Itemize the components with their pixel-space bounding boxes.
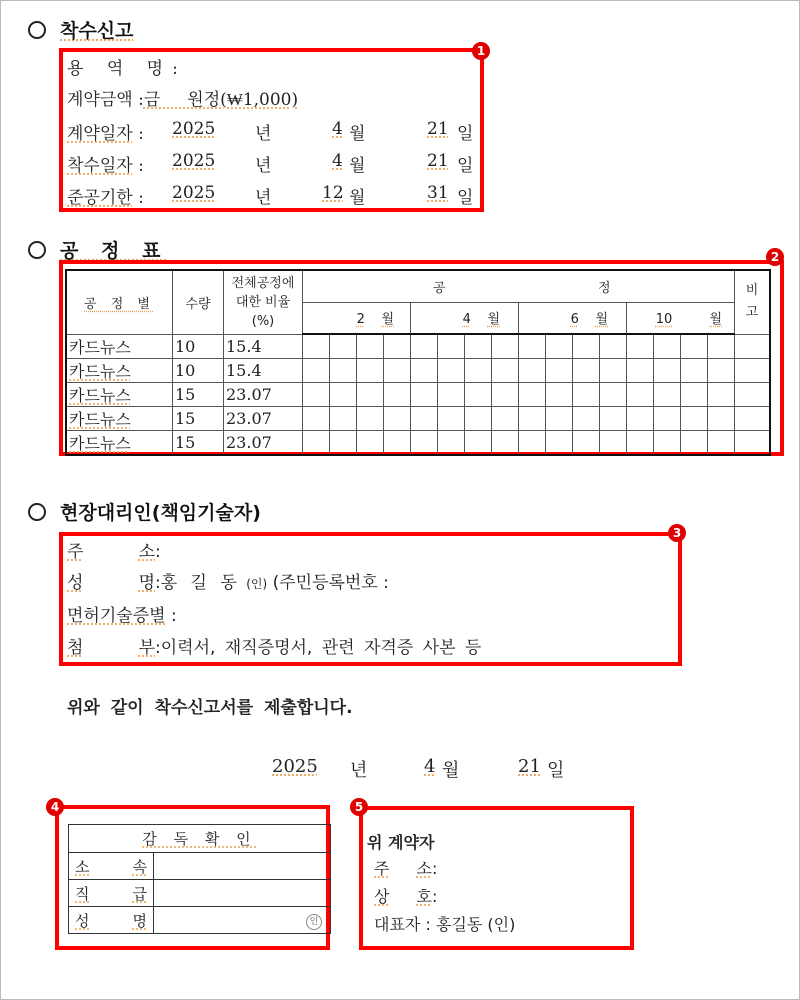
schedule-cell[interactable] [519, 430, 546, 455]
schedule-cell[interactable] [573, 430, 600, 455]
schedule-cell[interactable] [384, 358, 411, 382]
submission-statement: 위와 같이 착수신고서를 제출합니다. [67, 698, 353, 718]
field-label [67, 568, 155, 593]
month-value[interactable]: 12 [322, 183, 344, 203]
schedule-cell[interactable] [519, 334, 546, 358]
field-label: 착수일자 [67, 156, 133, 176]
month-unit: 월 [709, 312, 722, 328]
cell-ratio[interactable]: 23.07 [224, 382, 303, 406]
day-unit: 일 [457, 156, 474, 176]
table-row [66, 430, 770, 455]
schedule-cell[interactable] [438, 430, 465, 455]
schedule-cell[interactable] [411, 382, 438, 406]
label-char: 상 [374, 887, 390, 906]
label-char: 명 [132, 911, 147, 930]
schedule-cell[interactable] [519, 382, 546, 406]
field-contract-amount [67, 85, 298, 110]
header-month-10 [627, 302, 735, 334]
affiliation-value[interactable] [154, 853, 331, 880]
day-value[interactable]: 21 [427, 119, 449, 139]
schedule-cell[interactable] [573, 382, 600, 406]
year-unit: 년 [255, 188, 272, 208]
month-unit: 월 [349, 156, 366, 176]
header-schedule [303, 270, 735, 302]
name-value[interactable]: 홍 길 동 [160, 573, 241, 593]
schedule-cell[interactable] [600, 382, 627, 406]
schedule-table [65, 269, 771, 456]
month-unit: 월 [487, 312, 500, 328]
schedule-cell[interactable] [600, 430, 627, 455]
remarks-cell[interactable] [735, 334, 771, 358]
field-sep: : [425, 915, 431, 934]
day-value[interactable]: 21 [518, 756, 541, 777]
cell-ratio[interactable]: 15.4 [224, 334, 303, 358]
label-char: 소 [75, 857, 90, 876]
month-unit: 월 [349, 124, 366, 144]
field-start-date [67, 151, 474, 176]
schedule-cell[interactable] [492, 430, 519, 455]
section-heading-schedule [28, 236, 168, 263]
schedule-cell[interactable] [546, 358, 573, 382]
schedule-cell[interactable] [708, 334, 735, 358]
label-char: 명 [138, 573, 155, 593]
submission-date [272, 756, 565, 781]
schedule-cell[interactable] [330, 382, 357, 406]
schedule-cell[interactable] [654, 382, 681, 406]
schedule-cell[interactable] [492, 358, 519, 382]
contractor-field-address [374, 856, 437, 879]
field-label [67, 633, 155, 658]
day-unit: 일 [547, 760, 565, 781]
schedule-cell[interactable] [438, 334, 465, 358]
schedule-cell[interactable] [654, 430, 681, 455]
schedule-cell[interactable] [681, 358, 708, 382]
supervisor-confirmation-table [68, 824, 331, 934]
header-label: 공 정 별 [84, 296, 155, 312]
field-contract-date [67, 119, 474, 144]
label-char: 성 [75, 911, 90, 930]
schedule-cell[interactable] [357, 406, 384, 430]
supervisor-row-name [69, 907, 331, 934]
schedule-cell[interactable] [492, 334, 519, 358]
schedule-cell[interactable] [546, 406, 573, 430]
schedule-cell[interactable] [357, 334, 384, 358]
field-sep: : [432, 859, 438, 878]
header-label: 수량 [185, 296, 211, 312]
schedule-cell[interactable] [330, 430, 357, 455]
schedule-cell[interactable] [573, 406, 600, 430]
schedule-cell[interactable] [708, 430, 735, 455]
day-unit: 일 [457, 188, 474, 208]
table-row [66, 358, 770, 382]
field-label: 계약일자 [67, 124, 133, 144]
table-row [66, 382, 770, 406]
field-label [67, 537, 155, 562]
schedule-cell[interactable] [654, 358, 681, 382]
month-unit: 월 [595, 312, 608, 328]
label-char: 호 [416, 887, 432, 906]
schedule-cell[interactable] [303, 358, 330, 382]
label-char: 직 [75, 884, 90, 903]
table-header-row [66, 270, 770, 302]
schedule-cell[interactable] [519, 358, 546, 382]
schedule-cell[interactable] [303, 406, 330, 430]
schedule-cell[interactable] [681, 382, 708, 406]
day-value[interactable]: 21 [427, 151, 449, 171]
schedule-cell[interactable] [573, 358, 600, 382]
circle-bullet-icon [28, 21, 46, 39]
schedule-cell[interactable] [411, 334, 438, 358]
field-address [67, 537, 161, 562]
supervisor-title-cell [69, 825, 331, 853]
schedule-cell[interactable] [330, 358, 357, 382]
schedule-cell[interactable] [330, 334, 357, 358]
header-label: 전체공정에 [231, 275, 295, 291]
label-char: 성 [67, 573, 84, 593]
schedule-cell[interactable] [303, 382, 330, 406]
field-sep: : [155, 542, 161, 562]
month-num: 10 [655, 312, 673, 328]
day-unit: 일 [457, 124, 474, 144]
contractor-title: 위 계약자 [367, 833, 435, 852]
field-completion-deadline [67, 183, 474, 208]
badge-3: 3 [668, 524, 686, 542]
header-label: 대한 비율 [235, 294, 291, 310]
contract-amount-value[interactable]: 금 원정(₩1,000) [143, 90, 299, 110]
schedule-cell[interactable] [303, 430, 330, 455]
field-label: 용 역 명 [67, 59, 173, 79]
schedule-cell[interactable] [303, 334, 330, 358]
schedule-cell[interactable] [357, 358, 384, 382]
field-sep: : [432, 887, 438, 906]
cell-quantity[interactable]: 10 [173, 334, 224, 358]
schedule-cell[interactable] [411, 406, 438, 430]
field-sep: : [155, 573, 161, 593]
label-char: 주 [67, 542, 84, 562]
field-label: 계약금액 [67, 90, 133, 110]
name-value[interactable] [154, 907, 331, 934]
schedule-cell[interactable] [411, 358, 438, 382]
schedule-cell[interactable] [438, 382, 465, 406]
cell-quantity[interactable]: 15 [173, 430, 224, 455]
year-unit: 년 [255, 124, 272, 144]
month-unit: 월 [349, 188, 366, 208]
row-label [69, 880, 154, 907]
row-label [69, 853, 154, 880]
schedule-cell[interactable] [654, 406, 681, 430]
schedule-cell[interactable] [438, 358, 465, 382]
seal-mark: (인) [246, 577, 268, 591]
seal-icon: 인 [306, 914, 322, 930]
supervisor-title: 감 독 확 인 [142, 830, 257, 848]
schedule-cell[interactable] [465, 406, 492, 430]
remarks-cell[interactable] [735, 358, 771, 382]
header-month-6 [519, 302, 627, 334]
remarks-cell[interactable] [735, 382, 771, 406]
schedule-cell[interactable] [708, 382, 735, 406]
month-unit: 월 [381, 312, 394, 328]
field-sep: : [170, 606, 177, 626]
label-char: 소 [138, 542, 155, 562]
cell-quantity[interactable]: 10 [173, 358, 224, 382]
circle-bullet-icon [28, 241, 46, 259]
year-value[interactable]: 2025 [272, 756, 318, 777]
cell-process[interactable]: 카드뉴스 [66, 430, 173, 455]
header-month-4 [411, 302, 519, 334]
schedule-cell[interactable] [384, 382, 411, 406]
schedule-cell[interactable] [627, 358, 654, 382]
representative-value[interactable]: 홍길동 (인) [435, 915, 516, 934]
cell-quantity[interactable]: 15 [173, 382, 224, 406]
cell-ratio[interactable]: 15.4 [224, 358, 303, 382]
section-title: 현장대리인(책임기술자) [60, 502, 261, 524]
schedule-cell[interactable] [384, 334, 411, 358]
year-unit: 년 [255, 156, 272, 176]
schedule-cell[interactable] [681, 430, 708, 455]
field-label [374, 884, 432, 907]
header-label: (%) [251, 313, 275, 329]
remarks-cell[interactable] [735, 406, 771, 430]
badge-5: 5 [350, 798, 368, 816]
cell-quantity[interactable]: 15 [173, 406, 224, 430]
field-label: 대표자 [374, 915, 421, 934]
field-attachments [67, 633, 481, 658]
schedule-cell[interactable] [681, 334, 708, 358]
schedule-cell[interactable] [600, 334, 627, 358]
month-num: 4 [462, 312, 471, 328]
badge-4: 4 [46, 798, 64, 816]
row-label [69, 907, 154, 934]
schedule-cell[interactable] [546, 430, 573, 455]
label-char: 속 [132, 857, 147, 876]
schedule-cell[interactable] [330, 406, 357, 430]
section-heading-start-notice [28, 16, 133, 43]
year-value[interactable]: 2025 [172, 183, 216, 203]
schedule-cell[interactable] [627, 406, 654, 430]
schedule-cell[interactable] [654, 334, 681, 358]
section-heading-site-agent [28, 498, 261, 525]
field-license [67, 601, 177, 626]
cell-process[interactable]: 카드뉴스 [66, 382, 173, 406]
schedule-cell[interactable] [384, 430, 411, 455]
table-row [66, 334, 770, 358]
field-sep: : [138, 124, 144, 144]
rank-value[interactable] [154, 880, 331, 907]
schedule-cell[interactable] [465, 382, 492, 406]
month-num: 2 [356, 312, 365, 328]
header-quantity [173, 270, 224, 334]
section-title: 착수신고 [60, 20, 134, 42]
month-unit: 월 [442, 760, 460, 781]
field-sep: : [172, 59, 178, 79]
contractor-field-company [374, 884, 437, 907]
year-unit: 년 [350, 760, 368, 781]
field-sep: : [138, 156, 144, 176]
attachments-value[interactable]: 이력서, 재직증명서, 관련 자격증 사본 등 [160, 638, 482, 658]
field-label [374, 856, 432, 879]
field-service-name [67, 54, 178, 79]
schedule-cell[interactable] [681, 406, 708, 430]
field-sep: : [155, 638, 161, 658]
badge-1: 1 [472, 42, 490, 60]
year-value[interactable]: 2025 [172, 151, 216, 171]
schedule-cell[interactable] [357, 430, 384, 455]
month-value[interactable]: 4 [332, 151, 343, 171]
schedule-cell[interactable] [438, 406, 465, 430]
schedule-cell[interactable] [573, 334, 600, 358]
schedule-cell[interactable] [546, 382, 573, 406]
field-sep: : [138, 188, 144, 208]
supervisor-row-rank [69, 880, 331, 907]
schedule-cell[interactable] [708, 358, 735, 382]
contractor-field-representative [374, 912, 515, 935]
header-label: 고 [745, 305, 759, 321]
header-label: 공 [433, 281, 446, 296]
month-num: 6 [570, 312, 579, 328]
cell-ratio[interactable]: 23.07 [224, 430, 303, 455]
schedule-cell[interactable] [465, 358, 492, 382]
label-char: 소 [416, 859, 432, 878]
header-label: 정 [598, 281, 611, 296]
schedule-cell[interactable] [708, 406, 735, 430]
label-char: 주 [374, 859, 390, 878]
month-value[interactable]: 4 [424, 756, 436, 777]
schedule-cell[interactable] [384, 406, 411, 430]
table-row [66, 406, 770, 430]
schedule-cell[interactable] [357, 382, 384, 406]
schedule-cell[interactable] [627, 334, 654, 358]
field-label: 준공기한 [67, 188, 133, 208]
schedule-cell[interactable] [492, 382, 519, 406]
header-ratio [224, 270, 303, 334]
field-label: 면허기술증별 [67, 606, 166, 626]
label-char: 급 [132, 884, 147, 903]
badge-2: 2 [766, 248, 784, 266]
field-sep: : [138, 90, 144, 110]
resident-number-label: (주민등록번호 : [272, 573, 389, 593]
remarks-cell[interactable] [735, 430, 771, 455]
supervisor-row-affiliation [69, 853, 331, 880]
circle-bullet-icon [28, 503, 46, 521]
month-value[interactable]: 4 [332, 119, 343, 139]
section-title: 공 정 표 [60, 240, 169, 262]
schedule-cell[interactable] [627, 382, 654, 406]
cell-process[interactable]: 카드뉴스 [66, 406, 173, 430]
header-remarks [735, 270, 771, 334]
header-process [66, 270, 173, 334]
header-label: 비 [745, 283, 759, 299]
year-value[interactable]: 2025 [172, 119, 216, 139]
schedule-cell[interactable] [465, 430, 492, 455]
schedule-cell[interactable] [600, 406, 627, 430]
header-month-2 [303, 302, 411, 334]
schedule-cell[interactable] [600, 358, 627, 382]
cell-process[interactable]: 카드뉴스 [66, 358, 173, 382]
field-name [67, 568, 389, 593]
cell-process[interactable]: 카드뉴스 [66, 334, 173, 358]
day-value[interactable]: 31 [427, 183, 449, 203]
schedule-cell[interactable] [519, 406, 546, 430]
label-char: 첨 [67, 638, 84, 658]
schedule-cell[interactable] [465, 334, 492, 358]
schedule-cell[interactable] [492, 406, 519, 430]
schedule-cell[interactable] [411, 430, 438, 455]
schedule-cell[interactable] [627, 430, 654, 455]
schedule-cell[interactable] [546, 334, 573, 358]
label-char: 부 [138, 638, 155, 658]
cell-ratio[interactable]: 23.07 [224, 406, 303, 430]
